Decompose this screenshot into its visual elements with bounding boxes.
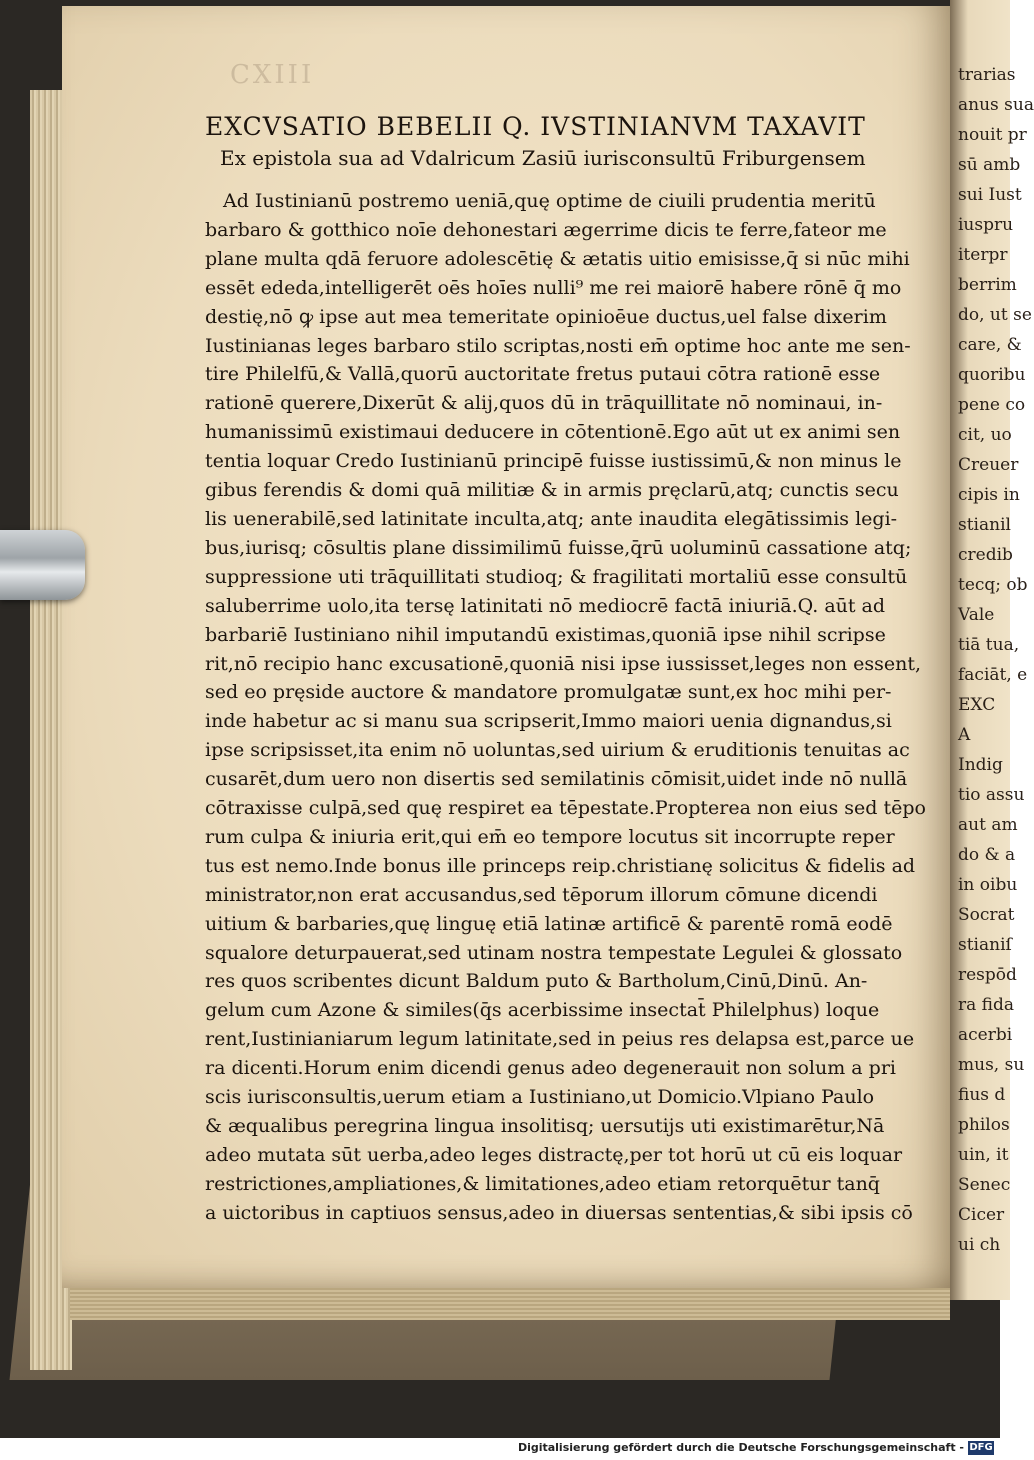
text-line: gelum cum Azone & similes(q̄s acerbissime insectat̄ Philelphus) loque <box>205 999 880 1022</box>
facing-page-text <box>958 60 1034 1255</box>
facing-text-line: care, & <box>958 335 1022 355</box>
facing-text-line: tecq; ob <box>958 575 1028 595</box>
facing-text-line: faciāt, e <box>958 665 1028 685</box>
text-line: res quos scribentes dicunt Baldum puto & Bartholum,Cinū,Dinū. An- <box>205 970 868 993</box>
facing-text-line: nouit pr <box>958 125 1027 145</box>
text-line: sed eo pręside auctore & mandatore promulgatæ sunt,ex hoc mihi per- <box>205 681 892 704</box>
footer-credit: Digitalisierung gefördert durch die Deutsche Forschungsgemeinschaft - <box>517 1441 964 1454</box>
facing-text-line: berrim <box>958 275 1017 295</box>
facing-text-line: in oibu <box>958 875 1018 895</box>
text-line: gibus ferendis & domi quā militiæ & in armis pręclarū,atq; cunctis secu <box>205 479 899 502</box>
facing-text-line: Indig <box>958 755 1003 775</box>
text-line: cōtraxisse culpā,sed quę respiret ea tēpestate.Propterea non eius sed tēpo <box>205 797 926 820</box>
text-line: squalore deturpauerat,sed utinam nostra tempestate Legulei & glossato <box>205 941 903 964</box>
text-line: rum culpa & iniuria erit,qui em̄ eo tempore locutus sit incorrupte reper <box>205 825 895 848</box>
text-line: plane multa qdā feruore adolescētię & ætatis uitio emisisse,q̄ si nūc mihi <box>205 247 910 270</box>
page-subheading: Ex epistola sua ad Vdalricum Zasiū iurisconsultū Friburgensem <box>220 146 866 170</box>
book-clamp <box>0 530 85 600</box>
text-line: destię,nō ꝙ ipse aut mea temeritate opinioēue ductus,uel false dixerim <box>205 305 887 328</box>
folio-number: CXIII <box>230 60 315 90</box>
facing-text-line: acerbi <box>958 1025 1013 1045</box>
page-heading: EXCVSATIO BEBELII Q. IVSTINIANVM TAXAVIT <box>205 112 866 141</box>
text-line: humanissimū existimaui deducere in cōtentionē.Ego aūt ut ex animi sen <box>205 421 901 444</box>
text-line: a uictoribus in captiuos sensus,adeo in diuersas sententias,& sibi ipsis cō <box>205 1201 913 1224</box>
text-line: & æqualibus peregrina lingua insolitisq; uersutijs uti existimarētur,Nā <box>205 1115 885 1137</box>
facing-text-line: aut am <box>958 815 1018 835</box>
text-line: rit,nō recipio hanc excusationē,quoniā nisi ipse iussisset,leges non essent, <box>205 652 922 675</box>
text-line: ipse scripsisset,ita enim nō uoluntas,sed uirium & eruditionis tenuitas ac <box>205 739 910 762</box>
facing-text-line: Senec <box>958 1175 1011 1195</box>
facing-text-line: sui Iust <box>958 185 1022 205</box>
body-text <box>205 187 926 1228</box>
facing-text-line: trarias <box>958 65 1016 85</box>
facing-text-line: stianiſ <box>958 935 1012 955</box>
facing-text-line: do, ut se <box>958 305 1032 325</box>
facing-text-line: Vale <box>958 605 995 625</box>
facing-text-line: philos <box>958 1115 1010 1135</box>
facing-text-line: A <box>958 725 971 745</box>
facing-text-line: Creuer <box>958 455 1019 475</box>
text-line: uitium & barbaries,quę linguę etiā latinæ artificē & parentē romā eodē <box>205 912 893 935</box>
text-line: tentia loquar Credo Iustinianū principē fuisse iustissimū,& non minus le <box>205 450 902 473</box>
text-line: restrictiones,ampliationes,& limitationes,adeo etiam retorquētur tanq̄ <box>205 1172 880 1195</box>
facing-text-line: mus, su <box>958 1055 1025 1075</box>
text-line: bus,iurisq; cōsultis plane dissimilimū fuisse,q̄rū uoluminū cassatione atq; <box>205 536 912 559</box>
text-line: suppressione uti trāquillitati studioq; & fragilitati mortaliū esse consultū <box>205 565 908 588</box>
facing-text-line: do & a <box>958 845 1016 865</box>
text-line: scis iurisconsultis,uerum etiam a Iustiniano,ut Domicio.Vlpiano Paulo <box>205 1086 875 1109</box>
facing-text-line: cipis in <box>958 485 1020 505</box>
facing-text-line: credib <box>958 545 1013 565</box>
text-line: lis uenerabilē,sed latinitate inculta,atq; ante inaudita elegātissimis legi- <box>205 507 898 530</box>
facing-text-line: iuspru <box>958 215 1014 235</box>
text-line: Ad Iustinianū postremo ueniā,quę optime de ciuili prudentia meritū <box>223 190 876 212</box>
facing-text-line: ui ch <box>958 1235 1001 1255</box>
facing-text-line: quoribu <box>958 365 1026 385</box>
text-line: barbaro & gotthico noīe dehonestari ægerrime dicis te ferre,fateor me <box>205 218 887 241</box>
text-line: saluberrime uolo,ita tersę latinitati nō mediocrē factā iniuriā.Q. aūt ad <box>205 594 886 617</box>
facing-text-line: fius d <box>958 1085 1006 1105</box>
text-line: essēt ededa,intelligerēt oēs hoīes nulli⁹ me rei maiorē habere rōnē q̄ mo <box>205 276 902 299</box>
text-line: tire Philelfū,& Vallā,quorū auctoritate fretus putaui cōtra rationē esse <box>205 363 881 386</box>
facing-text-line: respōd <box>958 965 1017 985</box>
facing-text-line: sū amb <box>958 155 1021 175</box>
facing-text-line: anus sua <box>958 95 1034 115</box>
text-line: cusarēt,dum uero non disertis sed semilatinis cōmisit,uidet inde nō nullā <box>205 768 908 791</box>
text-line: tus est nemo.Inde bonus ille princeps reip.christianę solicitus & fidelis ad <box>205 854 916 877</box>
facing-text-line: tio assu <box>958 785 1025 805</box>
facing-text-line: stianil <box>958 515 1011 535</box>
text-line: rent,Iustinianiarum legum latinitate,sed in peius res delapsa est,parce ue <box>205 1028 915 1051</box>
text-line: Iustinianas leges barbaro stilo scriptas,nosti em̄ optime hoc ante me sen- <box>205 334 911 357</box>
text-line: barbariē Iustiniano nihil imputandū existimas,quoniā ipse nihil scripse <box>205 623 886 646</box>
footer-bar <box>0 1438 1000 1460</box>
facing-text-line: uin, it <box>958 1145 1009 1165</box>
facing-text-line: pene co <box>958 395 1026 415</box>
text-line: adeo mutata sūt uerba,adeo leges distractę,per tot horū ut cū eis loquar <box>205 1143 903 1166</box>
dfg-logo: DFG <box>969 1442 993 1453</box>
facing-text-line: iterpr <box>958 245 1008 265</box>
facing-text-line: Cicer <box>958 1205 1005 1225</box>
text-line: ra dicenti.Horum enim dicendi genus adeo degenerauit non solum a pri <box>205 1057 896 1080</box>
text-line: ministrator,non erat accusandus,sed tēporum illorum cōmune dicendi <box>205 883 878 906</box>
text-line: rationē querere,Dixerūt & alij,quos dū in trāquillitate nō nominaui, in- <box>205 392 883 415</box>
facing-text-line: tiā tua, <box>958 635 1020 655</box>
facing-text-line: Socrat <box>958 905 1015 925</box>
text-line: inde habetur ac si manu sua scripserit,Immo maiori uenia dignandus,si <box>205 710 892 733</box>
facing-text-line: cit, uo <box>958 425 1012 445</box>
facing-text-line: EXC <box>958 695 996 715</box>
facing-text-line: ra fida <box>958 995 1015 1015</box>
